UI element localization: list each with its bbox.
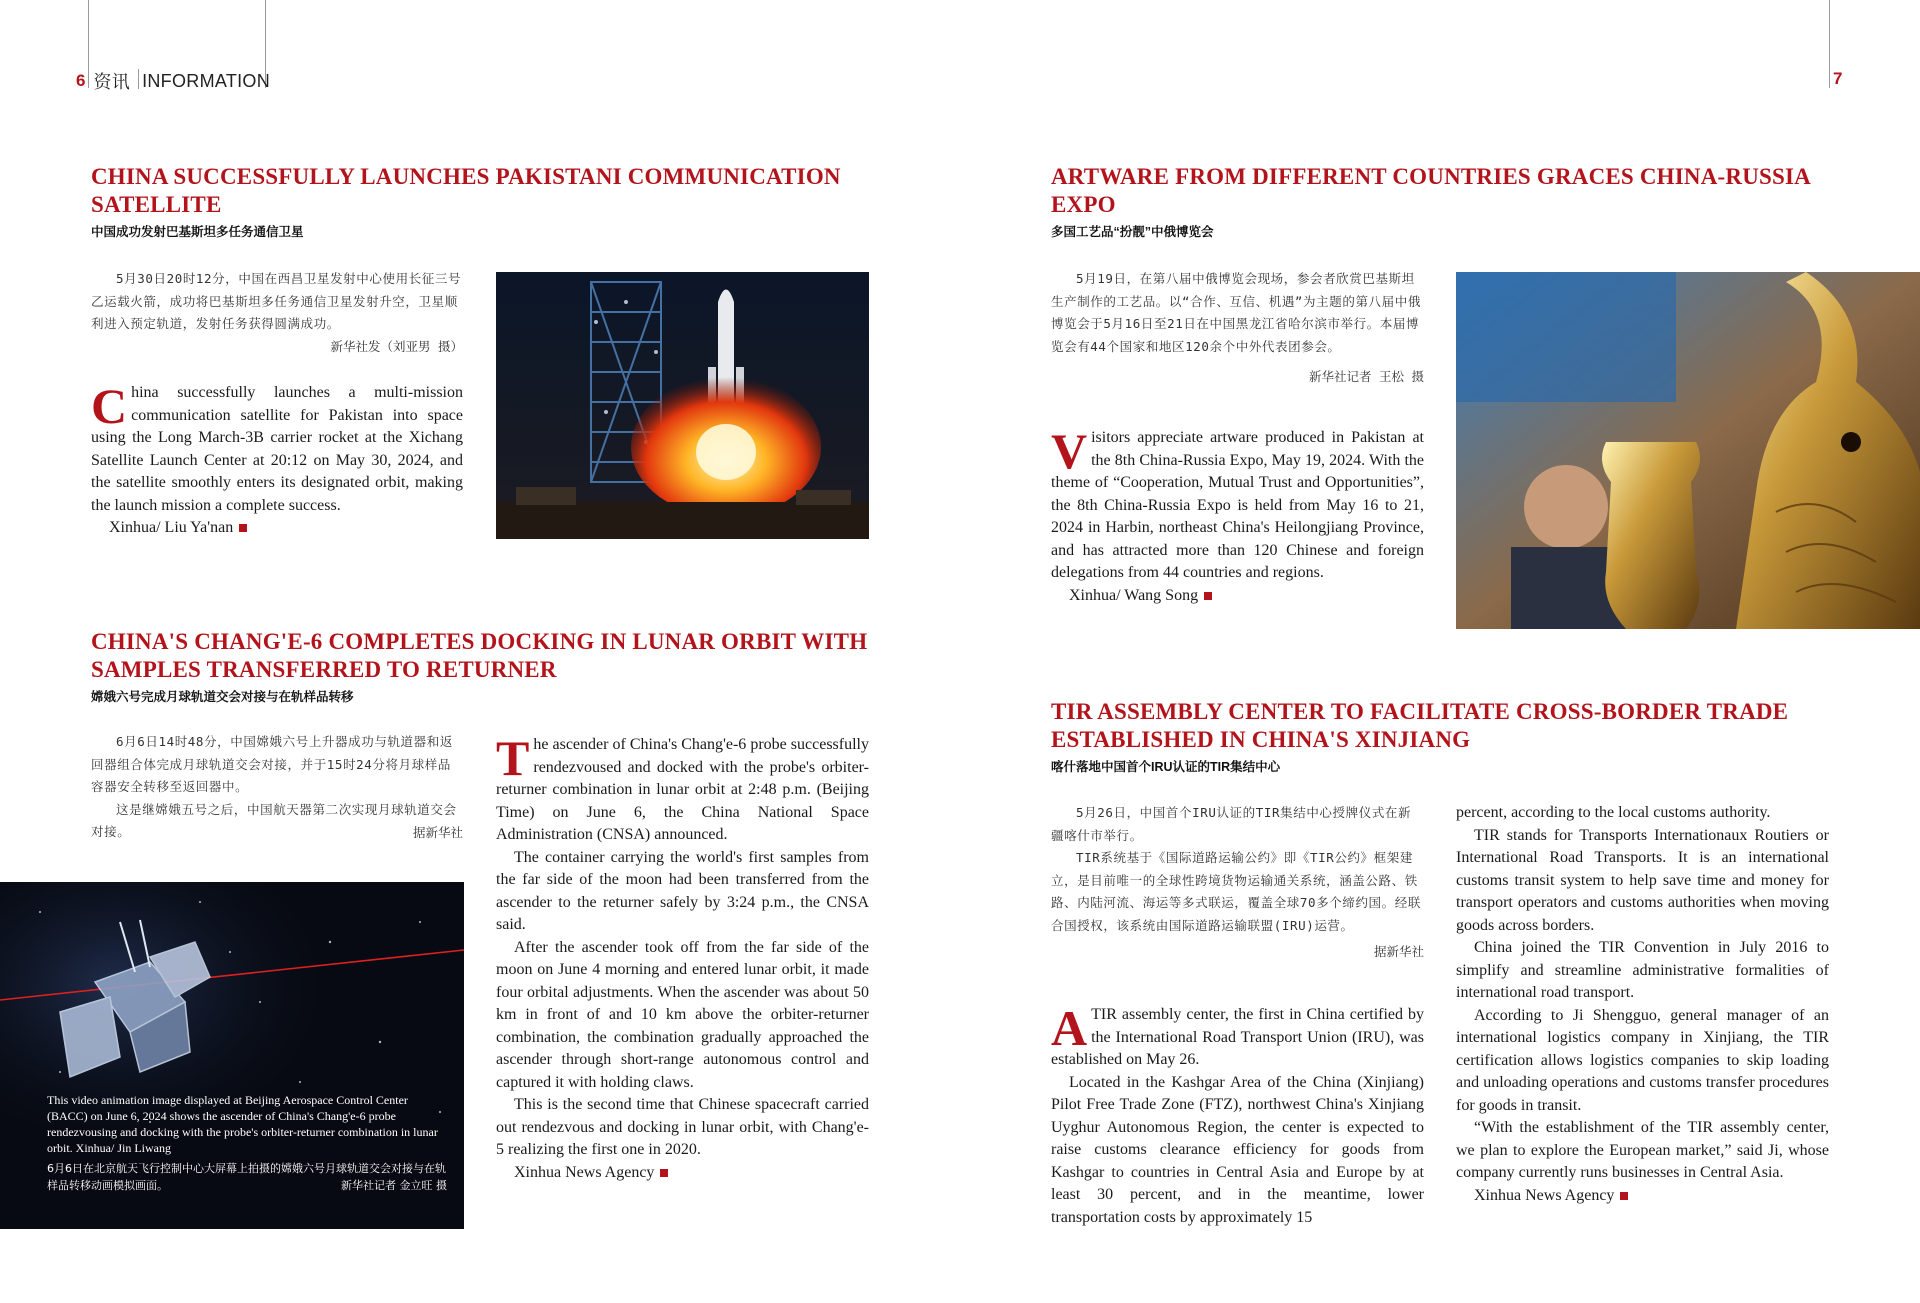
body-en: Visitors appreciate artware produced in Pakistan at the 8th China-Russia Expo, May 19, 2024. With the theme of “Cooperation, Mutual Trust and Opportunities”, the 8th China-Russia Expo is held from May 16 to 21, 2024 in Harbin, northeast China's Heilongjiang Province, and has attracted more than 120 Chinese and foreign delegations from 44 countries and regions. Xinhua/ Wang Song <box>1051 423 1424 604</box>
header-rule-right <box>1829 0 1830 88</box>
article-tir-center <box>1051 698 1841 775</box>
article-change6-docking <box>91 628 881 705</box>
artware-expo-photo <box>1456 272 1920 629</box>
headline: TIR ASSEMBLY CENTER TO FACILITATE CROSS-BORDER TRADE ESTABLISHED IN CHINA'S XINJIANG <box>1051 699 1789 752</box>
artware-expo-photo-graphic <box>1456 272 1920 629</box>
body-cn: 5月19日，在第八届中俄博览会现场，参会者欣赏巴基斯坦生产制作的工艺品。以“合作、互信、机遇”为主题的第八届中俄博览会于5月16日至21日在中国黑龙江省哈尔滨市举行。本届博览会有44个国家和地区120余个中外代表团参会。 新华社记者 王松 摄 <box>1051 268 1424 388</box>
page-number-right: 7 <box>1833 69 1843 88</box>
section-title-cn: 资讯 <box>93 72 131 92</box>
headline: CHINA SUCCESSFULLY LAUNCHES PAKISTANI COMMUNICATION SATELLITE <box>91 164 841 217</box>
credit-en: Xinhua/ Liu Ya'nan <box>109 519 234 536</box>
rocket-launch-photo <box>496 272 869 539</box>
credit-en: Xinhua News Agency <box>514 1163 655 1181</box>
body-cn: 5月30日20时12分，中国在西昌卫星发射中心使用长征三号乙运载火箭，成功将巴基斯坦多任务通信卫星发射升空，卫星顺利进入预定轨道，发射任务获得圆满成功。 新华社发（刘亚男 摄） <box>91 268 463 358</box>
headline: CHINA'S CHANG'E-6 COMPLETES DOCKING IN LUNAR ORBIT WITH SAMPLES TRANSFERRED TO RETURNER <box>91 629 868 682</box>
subtitle-cn: 多国工艺品“扮靓”中俄博览会 <box>1051 225 1214 239</box>
end-mark <box>1620 1192 1628 1200</box>
photo-caption-cn-credit: 新华社记者 金立旺 摄 <box>341 1179 447 1192</box>
credit-cn: 新华社记者 王松 摄 <box>1308 369 1424 384</box>
subtitle-cn: 喀什落地中国首个IRU认证的TIR集结中心 <box>1051 760 1281 774</box>
dropcap: A <box>1051 1000 1088 1056</box>
article-artware-expo <box>1051 163 1841 240</box>
body-cn: 6月6日14时48分，中国嫦娥六号上升器成功与轨道器和返回器组合体完成月球轨道交会对接，并于15时24分将月球样品容器安全转移至返回器中。 这是继嫦娥五号之后，中国航天器第二次实现月球轨道交会对接。 据新华社 <box>91 731 463 844</box>
credit-en: Xinhua/ Wang Song <box>1069 586 1199 604</box>
subtitle-cn: 嫦娥六号完成月球轨道交会对接与在轨样品转移 <box>91 690 354 704</box>
credit-cn: 据新华社 <box>1373 944 1424 959</box>
credit-cn: 据新华社 <box>412 824 463 840</box>
end-mark <box>660 1169 668 1177</box>
end-mark <box>239 524 247 532</box>
section-divider <box>138 69 139 89</box>
body-cn: 5月26日，中国首个IRU认证的TIR集结中心授牌仪式在新疆喀什市举行。 TIR系统基于《国际道路运输公约》即《TIR公约》框架建立，是目前唯一的全球性跨境货物运输通关系统，涵盖公路、铁路、内陆河流、海运等多式联运，覆盖全球70多个缔约国。经联合国授权，该系统由国际道路运输联盟(IRU)运营。 据新华社 <box>1051 802 1424 963</box>
credit-en: Xinhua News Agency <box>1474 1186 1615 1204</box>
section-title-en: INFORMATION <box>142 70 271 91</box>
page-number-left: 6 <box>76 71 86 90</box>
dropcap: C <box>91 378 128 434</box>
photo-caption-en: This video animation image displayed at Beijing Aerospace Control Center (BACC) on June 6, 2024 shows the ascender of China's Chang'e-6 probe rendezvousing and docking with the probe's orbiter-returner combination in lunar orbit. Xinhua/ Jin Liwang <box>47 1093 438 1155</box>
dropcap: V <box>1051 423 1088 479</box>
dropcap: T <box>496 730 530 786</box>
body-en: China successfully launches a multi-mission communication satellite for Pakistan into space using the Long March-3B carrier rocket at the Xichang Satellite Launch Center at 20:12 on May 30, 2024, and the satellite smoothly enters its designated orbit, making the launch mission a complete success. Xinhua/ Liu Ya'nan <box>91 378 463 536</box>
subtitle-cn: 中国成功发射巴基斯坦多任务通信卫星 <box>91 225 304 239</box>
body-en-col2: percent, according to the local customs authority. TIR stands for Transports Internationaux Routiers or International Road Transports. It is an international customs transit system to help save time and money for transport operators and customs authorities when moving goods across borders. China joined the TIR Convention in July 2016 to simplify and streamline administrative formalities of international road transport. According to Ji Shengguo, general manager of an international logistics company in Xinjiang, the TIR certification allows logistics companies to skip loading and unloading operations and customs transfer procedures for goods in transit. “With the establishment of the TIR assembly center, we plan to explore the European market,” said Ji, whose company currently runs businesses in Central Asia. Xinhua News Agency <box>1456 804 1829 1204</box>
lunar-docking-photo <box>0 882 464 1229</box>
page-header-left <box>76 68 270 94</box>
article-pakistan-satellite <box>91 163 871 240</box>
rocket-launch-photo-graphic <box>496 272 869 539</box>
photo-caption-cn: 6月6日在北京航天飞行控制中心大屏幕上拍摄的嫦娥六号月球轨道交会对接与在轨样品转移动画模拟画面。 新华社记者 金立旺 摄 <box>47 1162 447 1192</box>
body-en: The ascender of China's Chang'e-6 probe successfully rendezvoused and docked with the probe's orbiter-returner combination in lunar orbit at 2:48 p.m. (Beijing Time) on June 6, the China National Space Administration (CNSA) announced. The container carrying the world's first samples from the far side of the moon had been transferred from the ascender to the returner safely by 3:24 p.m., the CNSA said. After the ascender took off from the far side of the moon on June 4 morning and entered lunar orbit, it made four orbital adjustments. When the ascender was about 50 km in front of and 10 km above the orbiter-returner combination, the combination gradually approached the ascender through short-range autonomous control and captured it with holding claws. This is the second time that Chinese spacecraft carried out rendezvous and docking in lunar orbit, with Chang'e-5 realizing the first one in 2020. Xinhua News Agency <box>496 730 869 1181</box>
headline: ARTWARE FROM DIFFERENT COUNTRIES GRACES CHINA-RUSSIA EXPO <box>1051 164 1810 217</box>
credit-cn: 新华社发（刘亚男 摄） <box>330 338 463 354</box>
end-mark <box>1204 592 1212 600</box>
body-en-col1: A TIR assembly center, the first in China certified by the International Road Transport Union (IRU), was established on May 26. Located in the Kashgar Area of the China (Xinjiang) Pilot Free Trade Zone (FTZ), northwest China's Xinjiang Uyghur Autonomous Region, the center is expected to raise customs clearance efficiency for goods from Kashgar to countries in Central Asia and Europe by at least 30 percent, and in the meantime, lower transportation costs by approximately 15 <box>1051 1000 1424 1226</box>
